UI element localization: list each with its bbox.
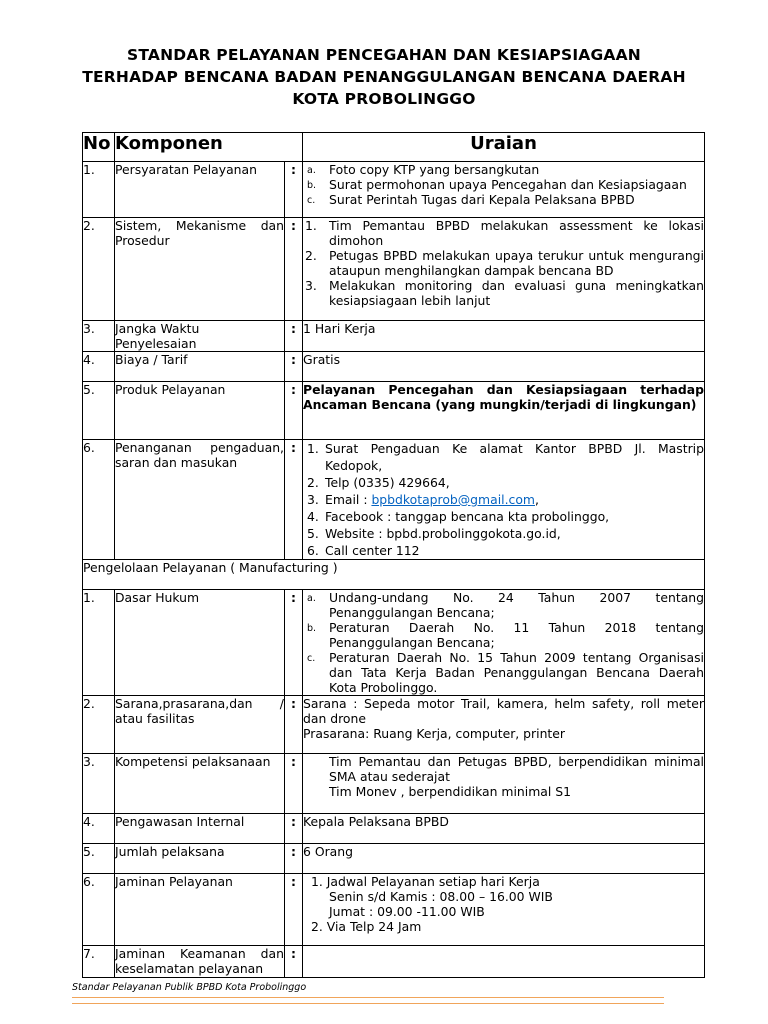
via-telp-line: 2. Via Telp 24 Jam	[311, 919, 422, 934]
row-content	[303, 874, 705, 946]
table-row	[83, 696, 705, 754]
prasarana-line: Prasarana: Ruang Kerja, computer, printer	[303, 726, 565, 741]
title-line-1: STANDAR PELAYANAN PENCEGAHAN DAN KESIAPSIAGAAN	[127, 46, 641, 64]
jadwal-line: 1. Jadwal Pelayanan setiap hari Kerja	[311, 874, 540, 889]
table-header-row	[83, 133, 705, 162]
row-label: Biaya / Tarif	[115, 352, 285, 382]
row-separator: :	[285, 321, 303, 352]
table-row	[83, 382, 705, 440]
header-uraian: Uraian	[303, 133, 705, 162]
row-value: Pelayanan Pencegahan dan Kesiapsiagaan terhadap Ancaman Bencana (yang mungkin/terjadi di lingkungan)	[303, 382, 705, 440]
list-item: 2. Petugas BPBD melakukan upaya terukur untuk mengurangi ataupun menghilangkan dampak bencana BD	[303, 248, 704, 278]
list-item	[307, 491, 704, 508]
list-item: 5. Website : bpbd.probolinggokota.go.id,	[307, 525, 704, 542]
list-item: 3. Melakukan monitoring dan evaluasi guna meningkatkan kesiapsiagaan lebih lanjut	[303, 278, 704, 308]
row-separator: :	[285, 352, 303, 382]
list-item: 1. Tim Pemantau BPBD melakukan assessment ke lokasi dimohon	[303, 218, 704, 248]
row-number: 3.	[83, 321, 115, 352]
row-value: Kepala Pelaksana BPBD	[303, 814, 705, 844]
header-no: No	[83, 133, 115, 162]
table-row	[83, 218, 705, 321]
email-link[interactable]: bpbdkotaprob@gmail.com	[371, 492, 536, 507]
footer-rule-top	[72, 997, 664, 998]
row-content	[303, 162, 705, 218]
row-separator: :	[285, 844, 303, 874]
row-separator: :	[285, 218, 303, 321]
row-separator: :	[285, 382, 303, 440]
row-number: 5.	[83, 382, 115, 440]
row-label: Jaminan Pelayanan	[115, 874, 285, 946]
row-number: 6.	[83, 874, 115, 946]
sarana-line: Sarana : Sepeda motor Trail, kamera, helm safety, roll meter dan drone	[303, 696, 704, 726]
email-punct: ,	[535, 492, 539, 507]
row-number: 2.	[83, 696, 115, 754]
row-content	[303, 218, 705, 321]
row-label: Dasar Hukum	[115, 590, 285, 696]
title-line-3: KOTA PROBOLINGGO	[292, 90, 476, 108]
table-row	[83, 321, 705, 352]
row-label: Sarana,prasarana,dan / atau fasilitas	[115, 696, 285, 754]
row-value: 6 Orang	[303, 844, 705, 874]
row-label: Pengawasan Internal	[115, 814, 285, 844]
row-separator: :	[285, 696, 303, 754]
row-number: 6.	[83, 440, 115, 560]
email-label: Email :	[325, 492, 372, 507]
list-item: 2. Telp (0335) 429664,	[307, 474, 704, 491]
row-label: Jaminan Keamanan dan keselamatan pelayanan	[115, 946, 284, 976]
kompetensi-line: Tim Pemantau dan Petugas BPBD, berpendidikan minimal SMA atau sederajat	[329, 754, 704, 784]
table-row	[83, 590, 705, 696]
row-separator: :	[285, 946, 303, 978]
footer-rule-bottom	[72, 1003, 664, 1004]
row-number: 3.	[83, 754, 115, 814]
row-label: Jangka Waktu Penyelesaian	[115, 321, 285, 352]
jumat-line: Jumat : 09.00 -11.00 WIB	[329, 904, 485, 919]
row-label: Produk Pelayanan	[115, 382, 285, 440]
row-number: 1.	[83, 590, 115, 696]
kompetensi-line: Tim Monev , berpendidikan minimal S1	[329, 784, 572, 799]
row-number: 7.	[83, 946, 115, 978]
row-separator: :	[285, 162, 303, 218]
row-value: Gratis	[303, 352, 705, 382]
title-line-2: TERHADAP BENCANA BADAN PENANGGULANGAN BENCANA DAERAH	[82, 68, 686, 86]
section-row	[83, 560, 705, 590]
table-row	[83, 162, 705, 218]
section-label: Pengelolaan Pelayanan ( Manufacturing )	[83, 560, 705, 590]
list-item: a. Undang-undang No. 24 Tahun 2007 tentang Penanggulangan Bencana;	[303, 590, 704, 620]
service-standard-table	[82, 132, 705, 978]
row-separator: :	[285, 440, 303, 560]
row-content	[303, 696, 705, 754]
table-row	[83, 440, 705, 560]
row-value: 1 Hari Kerja	[303, 321, 705, 352]
document-title	[0, 44, 768, 110]
row-label: Kompetensi pelaksanaan	[115, 754, 285, 814]
row-separator: :	[285, 754, 303, 814]
row-separator: :	[285, 590, 303, 696]
header-komponen: Komponen	[115, 133, 303, 162]
row-separator: :	[285, 814, 303, 844]
table-row	[83, 844, 705, 874]
row-number: 1.	[83, 162, 115, 218]
row-number: 2.	[83, 218, 115, 321]
row-number: 4.	[83, 814, 115, 844]
senin-kamis-line: Senin s/d Kamis : 08.00 – 16.00 WIB	[329, 889, 553, 904]
row-content	[303, 754, 705, 814]
row-label: Sistem, Mekanisme dan Prosedur	[115, 218, 285, 321]
list-item: c. Peraturan Daerah No. 15 Tahun 2009 tentang Organisasi dan Tata Kerja Badan Penanggulangan Bencana Daerah Kota Probolinggo.	[303, 650, 704, 695]
row-label: Penanganan pengaduan, saran dan masukan	[115, 440, 285, 560]
list-item: b. Peraturan Daerah No. 11 Tahun 2018 tentang Penanggulangan Bencana;	[303, 620, 704, 650]
table-row	[83, 754, 705, 814]
row-content	[303, 440, 705, 560]
table-row	[83, 814, 705, 844]
list-item: b. Surat permohonan upaya Pencegahan dan Kesiapsiagaan	[303, 177, 704, 192]
row-content	[303, 590, 705, 696]
row-number: 4.	[83, 352, 115, 382]
list-item: 4. Facebook : tanggap bencana kta probolinggo,	[307, 508, 704, 525]
table-row	[83, 352, 705, 382]
row-number: 5.	[83, 844, 115, 874]
list-item: 6. Call center 112	[307, 542, 704, 559]
row-value	[303, 946, 705, 978]
list-item: 1. Surat Pengaduan Ke alamat Kantor BPBD Jl. Mastrip Kedopok,	[307, 440, 704, 474]
row-label: Persyaratan Pelayanan	[115, 162, 285, 218]
list-item: a. Foto copy KTP yang bersangkutan	[303, 162, 704, 177]
table-row	[83, 946, 705, 978]
row-separator: :	[285, 874, 303, 946]
page-footer: Standar Pelayanan Publik BPBD Kota Probolinggo	[72, 982, 307, 993]
table-row	[83, 874, 705, 946]
list-item: c. Surat Perintah Tugas dari Kepala Pelaksana BPBD	[303, 192, 704, 207]
row-label: Jumlah pelaksana	[115, 844, 285, 874]
